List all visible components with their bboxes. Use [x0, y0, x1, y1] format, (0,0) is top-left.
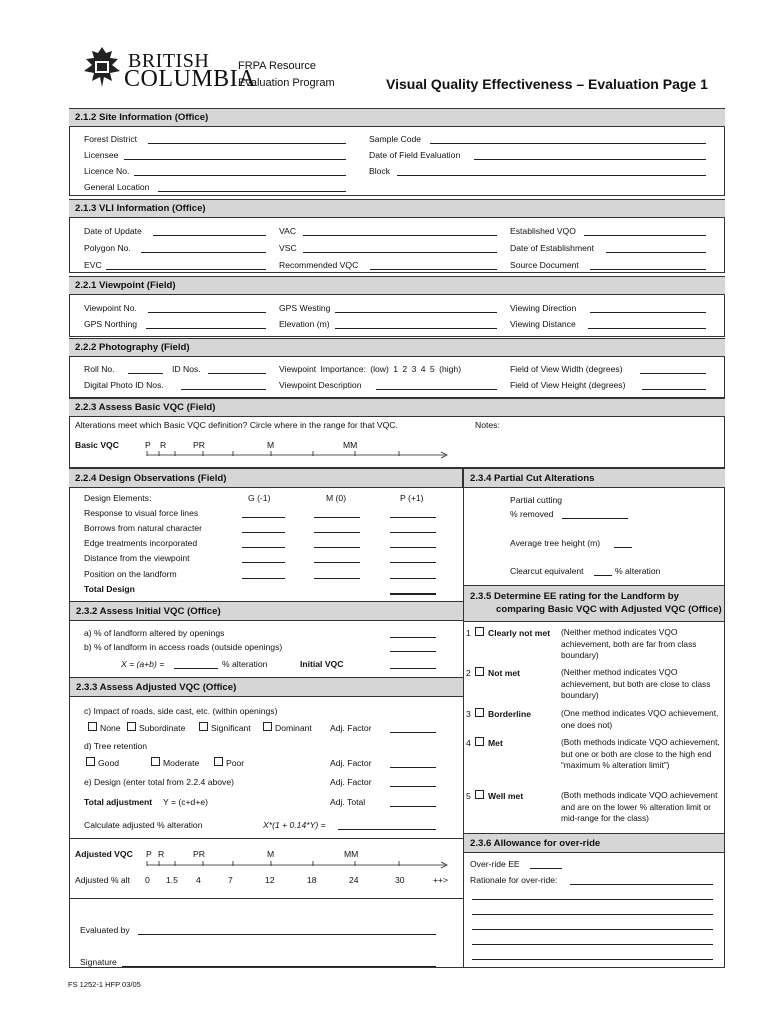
- design-cell[interactable]: [242, 562, 285, 563]
- evaluated-label: Evaluated by: [80, 925, 130, 935]
- forest-district-label: Forest District: [84, 134, 137, 144]
- calc-label: Calculate adjusted % alteration: [84, 820, 203, 830]
- fov-h-field[interactable]: [642, 389, 706, 390]
- ee-desc: (One method indicates VQO achievement, one does not): [561, 708, 719, 730]
- ee-label: Met: [488, 738, 503, 748]
- roll-field[interactable]: [128, 373, 163, 374]
- design-elements-label: Design Elements:: [84, 493, 152, 503]
- adj-factor-e-field[interactable]: [390, 786, 436, 787]
- override-field[interactable]: [530, 868, 562, 869]
- design-cell[interactable]: [390, 532, 436, 533]
- est-vqo-field[interactable]: [584, 235, 706, 236]
- adj-factor-e-label: Adj. Factor: [330, 777, 372, 787]
- d-label: d) Tree retention: [84, 741, 148, 751]
- forest-district-field[interactable]: [148, 143, 346, 144]
- clearcut-field[interactable]: [594, 575, 612, 576]
- ee-num: 4: [466, 738, 471, 748]
- pct-val: 0: [145, 875, 150, 885]
- adj-factor-d-field[interactable]: [390, 767, 436, 768]
- section-title: 2.2.2 Photography (Field): [75, 342, 190, 353]
- ee-num: 5: [466, 791, 471, 801]
- gps-w-label: GPS Westing: [279, 303, 331, 313]
- source-doc-field[interactable]: [590, 269, 706, 270]
- ee-label: Clearly not met: [488, 628, 551, 638]
- total-adj-label: Total adjustment: [84, 797, 153, 807]
- subordinate-label: Subordinate: [139, 723, 186, 733]
- adj-total-label: Adj. Total: [330, 797, 366, 807]
- section-subtitle: comparing Basic VQC with Adjusted VQC (Office): [496, 604, 722, 615]
- gps-n-field[interactable]: [146, 328, 266, 329]
- total-design-field[interactable]: [390, 593, 436, 595]
- block-field[interactable]: [397, 175, 706, 176]
- design-row: Distance from the viewpoint: [84, 553, 190, 563]
- vac-field[interactable]: [303, 235, 497, 236]
- rec-vqc-label: Recommended VQC: [279, 260, 359, 270]
- licence-no-label: Licence No.: [84, 166, 130, 176]
- program-line-1: FRPA Resource: [238, 60, 317, 72]
- vsc-field[interactable]: [303, 252, 497, 253]
- digital-field[interactable]: [181, 389, 266, 390]
- section-title: 2.2.4 Design Observations (Field): [75, 472, 227, 484]
- adj-scale-p: P: [146, 849, 152, 859]
- vp-no-label: Viewpoint No.: [84, 303, 137, 313]
- scale-pr: PR: [193, 440, 205, 450]
- ee-desc: (Neither method indicates VQO achievement, but both are close to class boundary): [561, 667, 711, 700]
- section-title: 2.1.2 Site Information (Office): [75, 112, 209, 123]
- adj-pct-label: Adjusted % alt: [75, 875, 130, 885]
- adj-scale-r: R: [158, 849, 165, 859]
- view-dir-label: Viewing Direction: [510, 303, 577, 313]
- source-doc-label: Source Document: [510, 260, 579, 270]
- poor-label: Poor: [226, 758, 245, 768]
- section-title: 2.3.3 Assess Adjusted VQC (Office): [76, 681, 237, 693]
- elev-field[interactable]: [335, 328, 497, 329]
- section-title: 2.3.2 Assess Initial VQC (Office): [76, 605, 221, 617]
- scale-p: P: [145, 440, 151, 450]
- section-2-2-3-header: [69, 398, 725, 417]
- ee-label: Not met: [488, 668, 520, 678]
- e-label: e) Design (enter total from 2.2.4 above): [84, 777, 234, 787]
- override-label: Over-ride EE: [470, 859, 520, 869]
- vp-desc-label: Viewpoint Description: [279, 380, 362, 390]
- vsc-label: VSC: [279, 243, 297, 253]
- rationale-line[interactable]: [472, 899, 713, 900]
- date-update-label: Date of Update: [84, 226, 142, 236]
- section-2-2-4-header: [69, 468, 463, 488]
- design-cell[interactable]: [242, 517, 285, 518]
- ee-num: 1: [466, 628, 471, 638]
- pct-val: 1.5: [166, 875, 178, 885]
- evc-field[interactable]: [106, 269, 266, 270]
- col-poor: P (+1): [400, 493, 424, 503]
- fov-w-field[interactable]: [640, 373, 706, 374]
- design-cell[interactable]: [314, 547, 360, 548]
- b-label: b) % of landform in access roads (outside openings): [84, 642, 283, 652]
- bc-logo: [80, 45, 124, 89]
- col-good: G (-1): [248, 493, 271, 503]
- digital-label: Digital Photo ID Nos.: [84, 380, 164, 390]
- licence-no-field[interactable]: [134, 175, 346, 176]
- design-cell[interactable]: [242, 578, 285, 579]
- date-est-label: Date of Establishment: [510, 243, 595, 253]
- roll-label: Roll No.: [84, 364, 115, 374]
- rec-vqc-field[interactable]: [370, 269, 497, 270]
- good-checkbox[interactable]: [86, 757, 95, 766]
- section-2-1-2-header: [69, 108, 725, 127]
- org-name-2: COLUMBIA: [124, 66, 257, 92]
- evaluated-field[interactable]: [138, 934, 436, 935]
- ee-desc: (Neither method indicates VQO achievement, both are far from class boundary): [561, 627, 697, 660]
- rationale-line[interactable]: [472, 929, 713, 930]
- pct-val: 30: [395, 875, 405, 885]
- pct-val: 7: [228, 875, 233, 885]
- view-dir-field[interactable]: [590, 312, 706, 313]
- c-label: c) Impact of roads, side cast, etc. (within openings): [84, 706, 278, 716]
- adj-factor-c-field[interactable]: [390, 732, 436, 733]
- design-cell[interactable]: [390, 547, 436, 548]
- section-title: 2.2.3 Assess Basic VQC (Field): [75, 402, 216, 413]
- fov-w-label: Field of View Width (degrees): [510, 364, 623, 374]
- dominant-label: Dominant: [275, 723, 312, 733]
- y-formula: Y = (c+d+e): [163, 797, 208, 807]
- section-title: 2.1.3 VLI Information (Office): [75, 203, 206, 214]
- design-cell[interactable]: [314, 562, 360, 563]
- col-moderate: M (0): [326, 493, 347, 503]
- section-2-2-1-header: [69, 276, 725, 295]
- design-row: Position on the landform: [84, 569, 177, 579]
- design-row: Response to visual force lines: [84, 508, 199, 518]
- calc-field[interactable]: [338, 829, 436, 830]
- gps-n-label: GPS Northing: [84, 319, 138, 329]
- design-row: Borrows from natural character: [84, 523, 202, 533]
- design-row: Edge treatments incorporated: [84, 538, 198, 548]
- pct-val: 12: [265, 875, 275, 885]
- x-formula: X = (a+b) =: [121, 659, 165, 669]
- ee-num: 2: [466, 668, 471, 678]
- adj-scale-mm: MM: [344, 849, 359, 859]
- rationale-field[interactable]: [570, 884, 713, 885]
- partial-label: Partial cutting: [510, 495, 563, 505]
- avg-height-label: Average tree height (m): [510, 538, 601, 548]
- design-cell[interactable]: [314, 517, 360, 518]
- program-line-2: Evaluation Program: [238, 77, 335, 89]
- view-dist-label: Viewing Distance: [510, 319, 576, 329]
- section-title: 2.3.6 Allowance for over-ride: [470, 837, 601, 849]
- section-2-3-3-header: [69, 677, 464, 697]
- none-label: None: [100, 723, 121, 733]
- polygon-field[interactable]: [141, 252, 266, 253]
- form-number: FS 1252-1 HFP 03/05: [68, 980, 141, 989]
- section-title: 2.3.5 Determine EE rating for the Landform by: [470, 591, 679, 602]
- vp-desc-field[interactable]: [376, 389, 497, 390]
- design-cell[interactable]: [314, 578, 360, 579]
- design-cell[interactable]: [390, 517, 436, 518]
- basic-vqc-label: Basic VQC: [75, 440, 119, 450]
- design-cell[interactable]: [242, 547, 285, 548]
- sample-code-label: Sample Code: [369, 134, 422, 144]
- ee-desc: (Both methods indicate VQO achievement and are on the lower % alteration limit or mid-range for the class): [561, 790, 718, 823]
- adjusted-vqc-scale[interactable]: [145, 859, 450, 871]
- rationale-line[interactable]: [472, 914, 713, 915]
- crest-icon: [80, 45, 124, 89]
- clearcut-label: Clearcut equivalent: [510, 566, 584, 576]
- id-nos-field[interactable]: [208, 373, 266, 374]
- scale-mm: MM: [343, 440, 358, 450]
- pct-label: % alteration: [222, 659, 268, 669]
- sample-code-field[interactable]: [430, 143, 706, 144]
- page-title: Visual Quality Effectiveness – Evaluation Page 1: [386, 76, 708, 92]
- adj-scale-m: M: [267, 849, 275, 859]
- section-title: 2.2.1 Viewpoint (Field): [75, 280, 176, 291]
- adj-total-field[interactable]: [390, 806, 436, 807]
- initial-vqc-label: Initial VQC: [300, 659, 344, 669]
- adj-scale-pr: PR: [193, 849, 205, 859]
- design-cell[interactable]: [390, 562, 436, 563]
- date-est-field[interactable]: [606, 252, 706, 253]
- licensee-field[interactable]: [124, 159, 346, 160]
- avg-height-field[interactable]: [614, 547, 632, 548]
- adj-factor-c-label: Adj. Factor: [330, 723, 372, 733]
- moderate-checkbox[interactable]: [151, 757, 160, 766]
- removed-label: % removed: [510, 509, 554, 519]
- a-label: a) % of landform altered by openings: [84, 628, 225, 638]
- good-label: Good: [98, 758, 120, 768]
- scale-r: R: [160, 440, 167, 450]
- pct-val: 24: [349, 875, 359, 885]
- removed-field[interactable]: [562, 518, 628, 519]
- date-field-eval-field[interactable]: [474, 159, 706, 160]
- org-name-1: BRITISH: [128, 50, 210, 72]
- elev-label: Elevation (m): [279, 319, 330, 329]
- section-2-1-3-header: [69, 199, 725, 218]
- date-field-eval-label: Date of Field Evaluation: [369, 150, 461, 160]
- licensee-label: Licensee: [84, 150, 119, 160]
- ee-num: 3: [466, 709, 471, 719]
- pct-val: 4: [196, 875, 201, 885]
- est-vqo-label: Established VQO: [510, 226, 576, 236]
- section-title: 2.3.4 Partial Cut Alterations: [470, 472, 595, 484]
- rationale-line[interactable]: [472, 944, 713, 945]
- scale-m: M: [267, 440, 275, 450]
- pct-alt-label: % alteration: [615, 566, 661, 576]
- notes-label: Notes:: [475, 420, 500, 430]
- dominant-checkbox[interactable]: [263, 722, 272, 731]
- design-cell[interactable]: [242, 532, 285, 533]
- adj-vqc-label: Adjusted VQC: [75, 849, 133, 859]
- total-design-label: Total Design: [84, 584, 135, 594]
- polygon-label: Polygon No.: [84, 243, 131, 253]
- rationale-label: Rationale for over-ride:: [470, 875, 558, 885]
- subordinate-checkbox[interactable]: [127, 722, 136, 731]
- section-2-3-4-header: [464, 468, 725, 488]
- evc-label: EVC: [84, 260, 102, 270]
- vac-label: VAC: [279, 226, 297, 236]
- signature-field[interactable]: [122, 966, 436, 967]
- id-nos-label: ID Nos.: [172, 364, 201, 374]
- ee-label: Borderline: [488, 709, 531, 719]
- calc-formula: X*(1 + 0.14*Y) =: [263, 820, 326, 830]
- pct-val: 18: [307, 875, 317, 885]
- significant-label: Significant: [211, 723, 251, 733]
- basic-vqc-question: Alterations meet which Basic VQC definition? Circle where in the range for that VQC.: [75, 420, 398, 430]
- signature-label: Signature: [80, 957, 117, 967]
- section-2-2-2-header: [69, 338, 725, 357]
- section-2-3-6-header: [464, 833, 725, 853]
- basic-vqc-scale[interactable]: [145, 449, 450, 461]
- poor-checkbox[interactable]: [214, 757, 223, 766]
- importance-label: Viewpoint Importance: (low) 1 2 3 4 5 (high): [279, 364, 462, 374]
- none-checkbox[interactable]: [88, 722, 97, 731]
- gps-w-field[interactable]: [335, 312, 497, 313]
- ee-label: Well met: [488, 791, 524, 801]
- design-cell[interactable]: [314, 532, 360, 533]
- general-location-label: General Location: [84, 182, 150, 192]
- fov-h-label: Field of View Height (degrees): [510, 380, 626, 390]
- general-location-field[interactable]: [158, 191, 346, 192]
- adj-factor-d-label: Adj. Factor: [330, 758, 372, 768]
- date-update-field[interactable]: [153, 235, 266, 236]
- design-cell[interactable]: [390, 578, 436, 579]
- ee-desc: (Both methods indicate VQO achievement, but one or both are close to the high end “maximum % alteration limit”): [561, 737, 720, 770]
- significant-checkbox[interactable]: [199, 722, 208, 731]
- rationale-line[interactable]: [472, 959, 713, 960]
- block-label: Block: [369, 166, 391, 176]
- vp-no-field[interactable]: [148, 312, 266, 313]
- view-dist-field[interactable]: [588, 328, 706, 329]
- pct-val: ++>: [433, 875, 449, 885]
- moderate-label: Moderate: [163, 758, 200, 768]
